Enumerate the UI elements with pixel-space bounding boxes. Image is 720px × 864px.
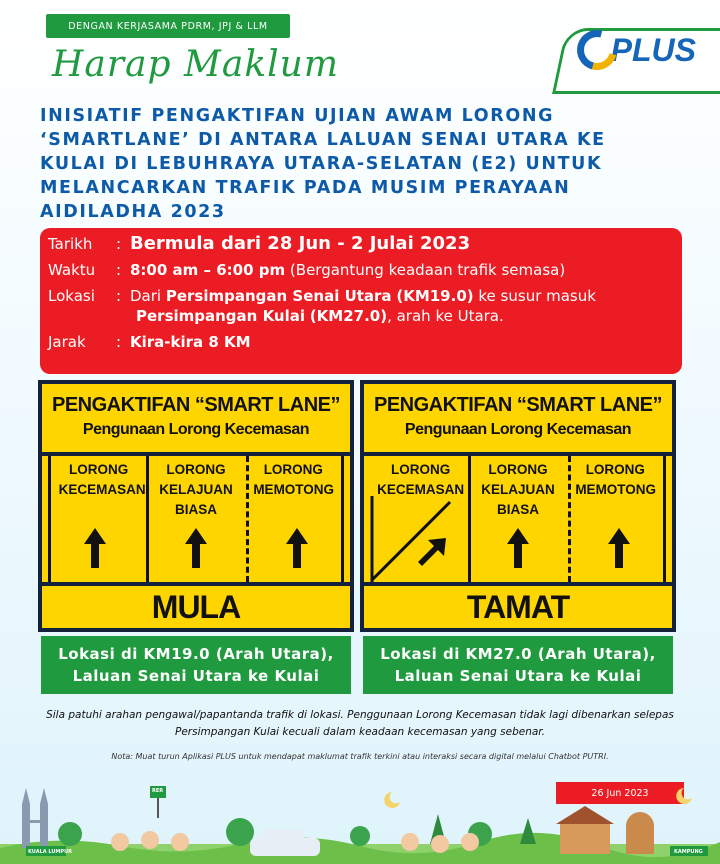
info-row-tarikh (48, 234, 682, 254)
lokasi-from: Persimpangan Senai Utara (165, 287, 392, 305)
sign-title: PENGAKTIFAN “SMART LANE” (374, 394, 662, 416)
sign-header (364, 384, 672, 452)
info-row-lokasi (48, 286, 682, 326)
jarak-label: Jarak (48, 333, 86, 351)
scene-sign-right: KAMPUNG (674, 849, 703, 855)
lane-emergency (42, 456, 147, 582)
lokasi-mid: ke susur masuk (478, 287, 596, 305)
location-start (41, 636, 351, 694)
lane-label: LORONG MEMOTONG (253, 462, 335, 497)
waktu-note: (Bergantung keadaan trafik semasa) (289, 261, 566, 279)
arrow-up-icon (507, 528, 529, 568)
sign-lanes (364, 456, 672, 582)
arrow-up-icon (286, 528, 308, 568)
tarikh-label: Tarikh (48, 235, 93, 253)
headline: INISIATIF PENGAKTIFAN UJIAN AWAM LORONG ‘SMARTLANE’ DI ANTARA LALUAN SENAI UTARA KE KULAI DI LEBUHRAYA UTARA-SELATAN (E2) UNTUK MELANCARKAN TRAFIK PADA MUSIM PERAYAAN AIDILADHA 2023 (40, 106, 606, 222)
lokasi-label: Lokasi (48, 287, 95, 305)
lokasi-from-km: (KM19.0) (396, 287, 474, 305)
lane-overtaking (567, 456, 672, 582)
colon: : (116, 333, 122, 351)
lane-overtaking (245, 456, 350, 582)
date-tag: 26 Jun 2023 (556, 782, 684, 804)
arrow-up-icon (608, 528, 630, 568)
partner-badge: DENGAN KERJASAMA PDRM, JPJ & LLM (46, 14, 290, 38)
lane-emergency (364, 456, 469, 582)
location-end (363, 636, 673, 694)
lane-label: LORONG KECEMASAN (377, 462, 465, 497)
waktu-value: 8:00 am – 6:00 pm (130, 261, 286, 279)
location-start-line1: Lokasi di KM19.0 (Arah Utara), (58, 645, 334, 663)
lokasi-to-km: (KM27.0) (309, 307, 388, 325)
info-row-waktu (48, 260, 682, 280)
sign-subtitle: Pengunaan Lorong Kecemasan (82, 421, 310, 438)
sign-lanes (42, 456, 350, 582)
location-end-line2: Laluan Senai Utara ke Kulai (394, 667, 642, 685)
sign-subtitle: Pengunaan Lorong Kecemasan (404, 421, 632, 438)
info-box (40, 228, 682, 374)
notice-text: Sila patuhi arahan pengawal/papantanda trafik di lokasi. Penggunaan Lorong Kecemasan tidak lagi dibenarkan selepas Persimpangan Kulai kecuali dalam keadaan kecemasan yang sebenar. (46, 709, 674, 738)
lane-label: LORONG KELAJUAN BIASA (159, 462, 233, 517)
sign-end-label: TAMAT (364, 586, 672, 628)
location-end-line1: Lokasi di KM27.0 (Arah Utara), (380, 645, 656, 663)
sign-start-label: MULA (42, 586, 350, 628)
tarikh-value: Bermula dari 28 Jun - 2 Julai 2023 (130, 233, 471, 254)
scene-sign-small: RER (152, 788, 164, 794)
logo-text: PLUS (610, 31, 696, 68)
colon: : (116, 287, 122, 305)
info-row-jarak (48, 332, 682, 352)
lane-normal (147, 456, 244, 582)
lane-normal (469, 456, 566, 582)
sign-header (42, 384, 350, 452)
lokasi-to: Persimpangan Kulai (136, 307, 306, 325)
script-title: Harap Maklum (52, 44, 339, 85)
sign-end (360, 380, 676, 632)
lokasi-prefix: Dari (130, 287, 162, 305)
colon: : (116, 235, 122, 253)
sign-title: PENGAKTIFAN “SMART LANE” (52, 394, 340, 416)
lane-label: LORONG KELAJUAN BIASA (481, 462, 555, 517)
jarak-value: Kira-kira 8 KM (130, 333, 251, 351)
sign-start (38, 380, 354, 632)
scene-sign-left: KUALA LUMPUR (28, 849, 72, 855)
lane-label: LORONG KECEMASAN (58, 462, 146, 497)
colon: : (116, 261, 122, 279)
app-note: Nota: Muat turun Aplikasi PLUS untuk mendapat maklumat trafik terkini atau interaksi secara digital melalui Chatbot PUTRI. (111, 752, 609, 761)
arrow-up-icon (84, 528, 106, 568)
location-start-line2: Laluan Senai Utara ke Kulai (72, 667, 320, 685)
festive-scene-illustration (0, 784, 720, 864)
arrow-up-icon (185, 528, 207, 568)
arrow-diagonal-icon (416, 538, 446, 568)
waktu-label: Waktu (48, 261, 96, 279)
plus-logo (577, 30, 696, 70)
lane-label: LORONG MEMOTONG (575, 462, 657, 497)
lokasi-dir: , arah ke Utara. (387, 307, 504, 325)
